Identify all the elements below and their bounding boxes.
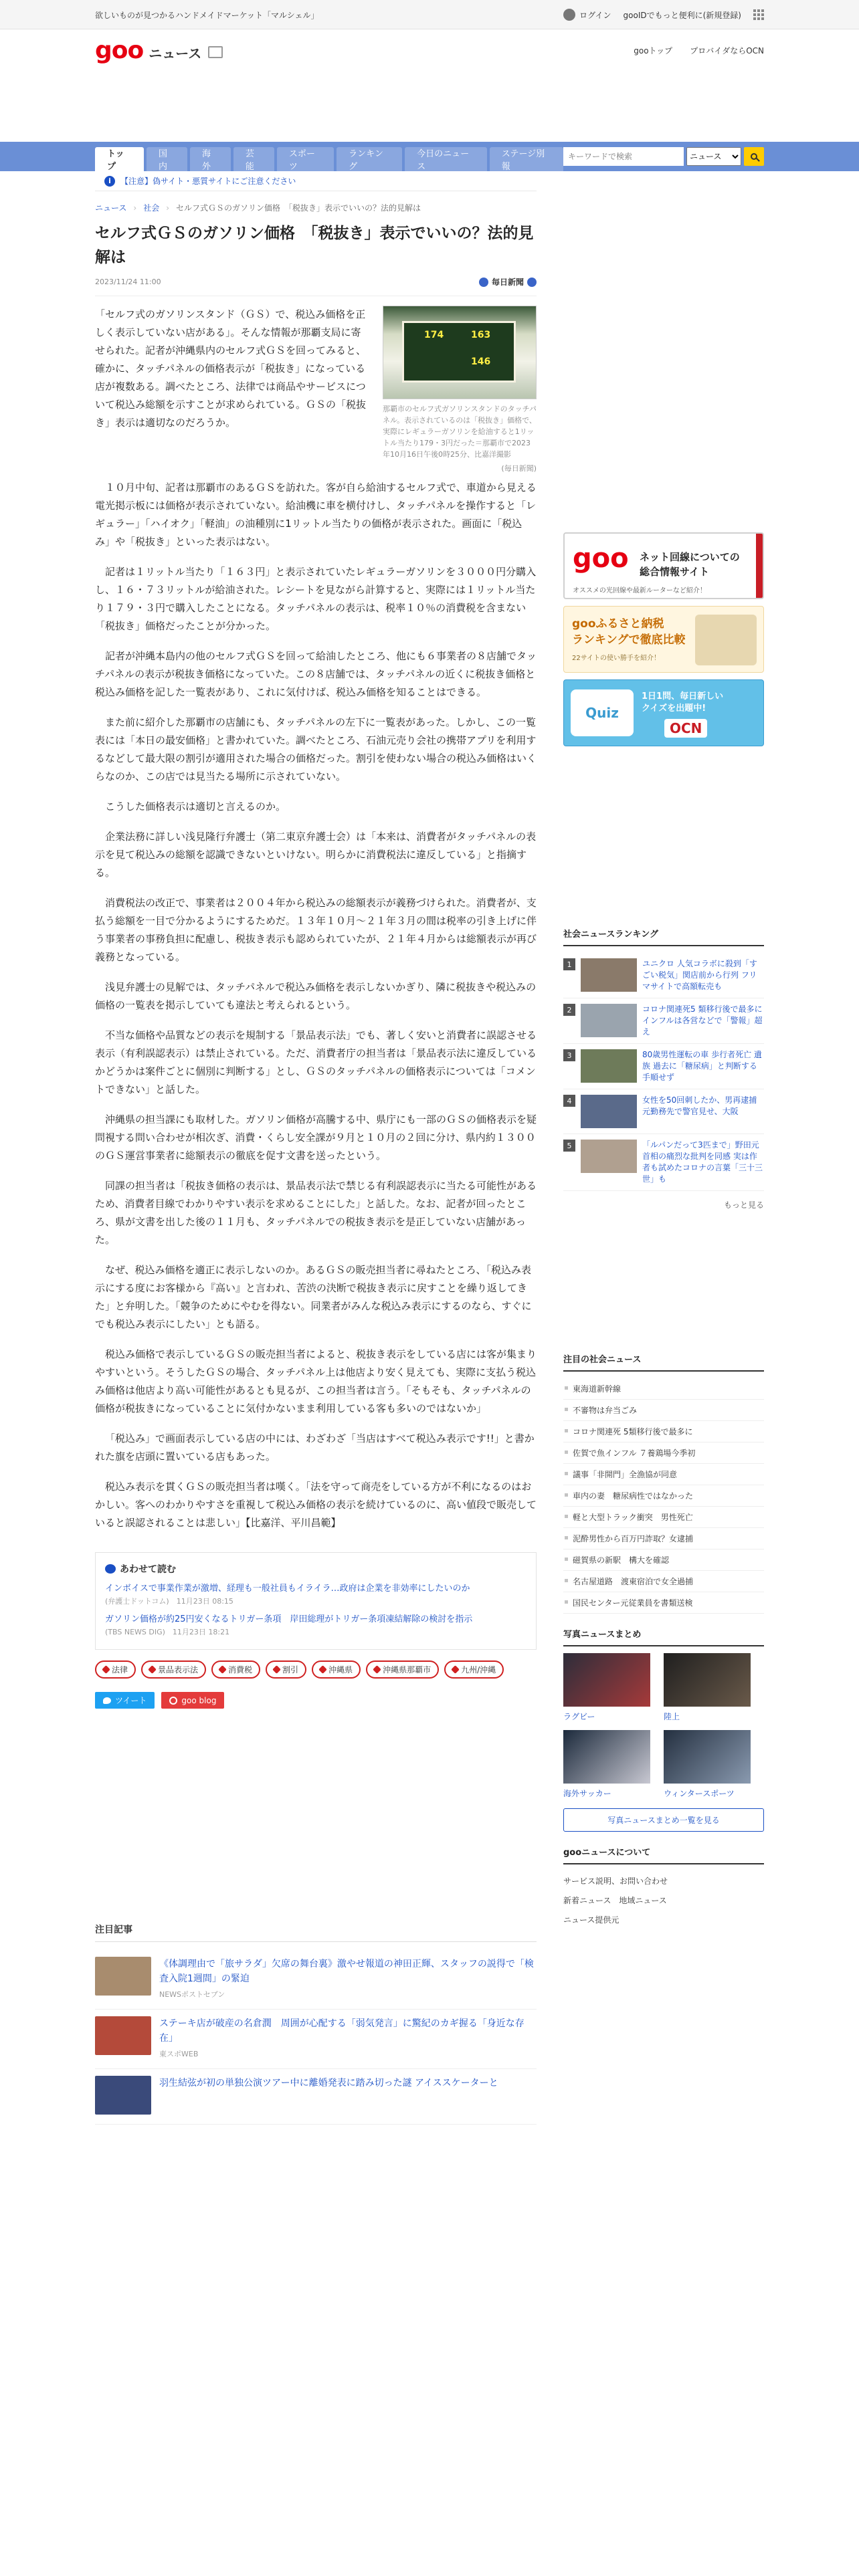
about-section xyxy=(563,1845,764,1929)
rank-number: 5 xyxy=(563,1140,575,1152)
chevron-right-icon: › xyxy=(133,203,137,213)
rank-title: 80歳男性運転の車 歩行者死亡 遺族 過去に「糖尿病」と判断する手順せず xyxy=(642,1050,762,1082)
rank-thumbnail xyxy=(581,958,637,992)
ranking-item[interactable] xyxy=(563,998,764,1044)
related-meta: (TBS NEWS DIG) 11月23日 18:21 xyxy=(105,1628,230,1636)
tweet-button[interactable]: ツイート xyxy=(95,1692,155,1709)
newspaper-icon xyxy=(208,46,223,58)
ad-ocn-title: ネット回線についての 総合情報サイト xyxy=(640,551,740,578)
photo-price-1: 174 xyxy=(424,330,444,340)
search-input[interactable] xyxy=(563,147,684,166)
login-label: ログイン xyxy=(579,10,611,20)
tab-entertainment[interactable]: 芸能 xyxy=(233,147,274,171)
rank-thumbnail xyxy=(581,1049,637,1083)
related-heading: あわせて読む xyxy=(105,1562,527,1576)
tag-icon xyxy=(451,1665,460,1674)
photo-caption: 那覇市のセルフ式ガソリンスタンドのタッチパネル。表示されているのは「税抜き」価格で、実際にレギュラーガソリンを給油すると1リットル当たり179・3円だった＝那覇市で2023年10月16日午後0時25分、比嘉洋撮影 xyxy=(383,405,537,459)
tag-discount[interactable]: 割引 xyxy=(266,1660,306,1679)
ranking-more-link[interactable]: もっと見る xyxy=(723,1200,764,1210)
tab-today[interactable]: 今日のニュース xyxy=(405,147,487,171)
goo-blog-button[interactable]: goo blog xyxy=(161,1692,224,1709)
featured-source: NEWSポストセブン xyxy=(159,1990,225,1999)
breadcrumb-news[interactable]: ニュース xyxy=(95,203,127,213)
featured-thumbnail xyxy=(95,1957,151,1996)
featured-heading: 注目記事 xyxy=(95,1923,537,1942)
topic-item[interactable]: 東海道新幹線 xyxy=(563,1378,764,1400)
masthead-links xyxy=(634,45,764,56)
about-link[interactable]: 新着ニュース 地域ニュース xyxy=(563,1896,667,1905)
lead-paragraph: 「セルフ式のガソリンスタンド（ＧＳ）で、税込み価格を正しく表示していない店がある」。そんな情報が那覇支局に寄せられた。記者が沖縄県内のセルフ式ＧＳを回ってみると、確かに、タッチパネルの価格表示が「税抜き」になっている店が複数ある。調べたところ、法律では商品やサービスについて税込み総額を示すことが求められている。ＧＳの「税抜き」表示は適切なのだろうか。 xyxy=(95,308,367,429)
about-link[interactable]: ニュース提供元 xyxy=(563,1915,619,1925)
rank-number: 4 xyxy=(563,1095,575,1107)
masthead xyxy=(95,29,764,71)
related-link[interactable]: ガソリン価格が約25円安くなるトリガー条項 岸田総理がトリガー条項凍結解除の検討を指示 xyxy=(105,1614,473,1624)
article-paragraph: 不当な価格や品質などの表示を規制する「景品表示法」でも、著しく安いと消費者に誤認させる表示（有利誤認表示）は禁止されている。ただ、消費者庁の担当者は「景品表示法に違反しているかどうかは案件ごとに個別に判断する」とし、ＧＳのタッチパネルの価格表示については「コメントできない」と話した。 xyxy=(95,1029,537,1095)
speech-bubble-icon xyxy=(105,1564,116,1574)
share-buttons xyxy=(95,1692,537,1709)
about-heading: gooニュースについて xyxy=(563,1845,764,1864)
ranking-item[interactable] xyxy=(563,1089,764,1134)
ranking-item[interactable] xyxy=(563,1044,764,1089)
rank-title: 「ルパンだって3匹まで」野田元首相の痛烈な批判を同感 実は作者も試めたコロナの言葉「三十三世」も xyxy=(642,1140,763,1184)
logo-goo: goo xyxy=(95,36,144,64)
featured-title: ステーキ店が破産の名倉潤 周囲が心配する「弱気発言」に驚紀のカギ握る「身近な存在」 xyxy=(159,2018,524,2044)
article-paragraph: 記者は１リットル当たり「１６３円」と表示されていたレギュラーガソリンを３０００円分購入し、１６・７３リットルが給油された。レシートを見ながら計算すると、実際には１リットル当たり１７９・３円で購入したことになる。タッチパネルの表示は、税率１０％の消費税を含まない「税抜き」価格だったことが分かった。 xyxy=(95,566,537,632)
topic-item[interactable]: コロナ関連死 5類移行後で最多に xyxy=(563,1421,764,1442)
source-name: 毎日新聞 xyxy=(491,278,524,287)
ranking-heading: 社会ニュースランキング xyxy=(563,927,764,946)
topic-tags xyxy=(95,1660,537,1679)
tag-premiums-act[interactable]: 景品表示法 xyxy=(141,1660,206,1679)
tag-icon xyxy=(218,1665,227,1674)
topic-item[interactable]: 軽と大型トラック衝突 男性死亡 xyxy=(563,1507,764,1528)
photo-grid xyxy=(563,1653,764,1799)
apps-grid-icon[interactable] xyxy=(753,9,764,20)
main-column xyxy=(95,171,537,2125)
price-panel xyxy=(402,321,516,383)
chevron-right-icon: › xyxy=(166,203,170,213)
featured-item[interactable] xyxy=(95,1950,537,2010)
ad-ocn-banner[interactable] xyxy=(563,532,764,599)
article-paragraph: 同課の担当者は「税抜き価格の表示は、景品表示法で禁じる有利誤認表示に当たる可能性があるため、消費者目線でわかりやすい表示を求めることにした」と話した。なお、記者が回ったところ、県が文書を出した後の１１月も、タッチパネルでの税抜き表示を是正していない店舗があった。 xyxy=(95,1180,537,1246)
photo-item-winter[interactable]: ウィンタースポーツ xyxy=(664,1730,751,1799)
article-meta xyxy=(95,276,537,296)
search-scope-select[interactable] xyxy=(686,147,741,166)
tab-world[interactable]: 海外 xyxy=(190,147,231,171)
article-paragraph: 「税込み」で画面表示している店の中には、わざわざ「当店はすべて税込み表示です!!」と書かれた旗を店頭に置いている店もあった。 xyxy=(95,1432,535,1463)
mainichi-logo-icon xyxy=(479,278,488,287)
topic-item[interactable]: 議事「非開門」全漁協が同意 xyxy=(563,1464,764,1485)
ad-ocn-logo: goo xyxy=(573,543,629,574)
category-nav xyxy=(0,142,859,171)
article-paragraph: 税込み表示を貫くＧＳの販売担当者は嘆く。「法を守って商売をしている方が不利になるのはおかしい。客へのわかりやすさを重視して税込み価格の表示を続けているのに、高い値段で販売していると誤認されることは悲しい」【比嘉洋、平川昌範】 xyxy=(95,1481,537,1529)
gooid-register-link[interactable]: gooIDでもっと便利に(新規登録) xyxy=(623,10,741,20)
featured-item[interactable] xyxy=(95,2010,537,2069)
topics-heading: 注目の社会ニュース xyxy=(563,1352,764,1372)
ad-furusato-banner[interactable] xyxy=(563,606,764,673)
ad-furusato-title: gooふるさと納税 ランキングで徹底比較 xyxy=(572,617,686,647)
breadcrumb-society[interactable]: 社会 xyxy=(143,203,160,213)
goo-blog-icon xyxy=(169,1697,177,1705)
tag-okinawa[interactable]: 沖縄県 xyxy=(312,1660,361,1679)
topic-item[interactable]: 不審物は弁当ごみ xyxy=(563,1400,764,1421)
ad-quiz-brand: OCN xyxy=(664,719,707,738)
logo-news: ニュース xyxy=(149,45,202,62)
ranking-item[interactable] xyxy=(563,1134,764,1191)
photo-item-rugby[interactable]: ラグビー xyxy=(563,1653,650,1722)
goo-top-link[interactable]: gooトップ xyxy=(634,45,673,56)
chevron-right-icon xyxy=(756,534,763,599)
article-headline: セルフ式ＧＳのガソリン価格 「税抜き」表示でいいの？法的見解は xyxy=(95,225,534,266)
topic-item[interactable]: 車内の妻 糖尿病性ではなかった xyxy=(563,1485,764,1507)
photo-thumbnail xyxy=(664,1730,751,1784)
article-paragraph: 浅見弁護士の見解では、タッチパネルで税込み価格を表示しないかぎり、隣に税抜きや税込みの価格の一覧表を掲示していても違法と考えられるという。 xyxy=(95,981,537,1011)
featured-title: 羽生結弦が初の単独公演ツアー中に離婚発表に踏み切った謎 アイススケーターと xyxy=(159,2078,498,2088)
ad-ocn-sub: オススメの光回線や最新ルーターなど紹介！ xyxy=(573,587,706,595)
article-date: 2023/11/24 11:00 xyxy=(95,278,161,286)
photo-news-heading: 写真ニュースまとめ xyxy=(563,1627,764,1646)
rank-thumbnail xyxy=(581,1095,637,1128)
rank-number: 3 xyxy=(563,1049,575,1061)
topic-item[interactable]: 名古屋道路 渡東宿泊で女全過捕 xyxy=(563,1571,764,1592)
ad-furusato-sub: 22サイトの使い勝手を紹介！ xyxy=(572,655,661,662)
topic-item[interactable]: 佐賀で魚インフル ７養鶏場今季初 xyxy=(563,1442,764,1464)
rank-thumbnail xyxy=(581,1140,637,1173)
ranking-section xyxy=(563,927,764,1218)
related-articles xyxy=(95,1552,537,1650)
photo-credit: (毎日新聞) xyxy=(501,464,537,473)
article-paragraph: 税込み価格で表示しているＧＳの販売担当者によると、税抜き表示をしている店には客が集まりやすいという。そうしたＧＳの場合、タッチパネル上は他店より安く見えても、実際に支払う税込み価格は他店より高い可能性があるとも見るが、この担当者は言う。「そもそも、タッチパネルの価格が税抜きになっていることに気付かないまま利用している客も多いのではないか」 xyxy=(95,1348,537,1414)
ad-space xyxy=(0,71,859,142)
featured-thumbnail xyxy=(95,2016,151,2055)
search-area xyxy=(563,142,764,171)
top-utility-bar xyxy=(0,0,859,29)
ocn-link[interactable]: プロバイダならOCN xyxy=(690,45,764,56)
featured-thumbnail xyxy=(95,2076,151,2115)
tag-naha[interactable]: 沖縄県那覇市 xyxy=(366,1660,439,1679)
ad-quiz-title: 1日1問、毎日新しい クイズを出題中! xyxy=(642,691,724,714)
tag-icon xyxy=(373,1665,381,1674)
tab-domestic[interactable]: 国内 xyxy=(147,147,187,171)
about-link[interactable]: サービス説明、お問い合わせ xyxy=(563,1876,668,1886)
page-body xyxy=(95,171,764,2125)
related-item xyxy=(105,1613,527,1637)
search-icon xyxy=(751,153,757,160)
info-icon: i xyxy=(104,176,115,187)
topics-list xyxy=(563,1378,764,1614)
topic-item[interactable]: 国民センター元従業員を書類送検 xyxy=(563,1592,764,1614)
rank-title: ユニクロ 人気コラボに殺到「すごい税気」関店前から行列 フリマサイトで高額転売も xyxy=(642,959,757,991)
rank-number: 2 xyxy=(563,1004,575,1016)
rank-number: 1 xyxy=(563,958,575,970)
breadcrumb xyxy=(95,191,537,221)
featured-source: 東スポWEB xyxy=(159,2050,199,2058)
follow-icon xyxy=(527,278,537,287)
rank-thumbnail xyxy=(581,1004,637,1037)
twitter-icon xyxy=(103,1697,111,1704)
related-link[interactable]: インボイスで事業作業が激増、経理も一般社員もイライラ…政府は企業を非効率にしたいのか xyxy=(105,1584,470,1594)
about-list xyxy=(563,1871,764,1929)
promo-link[interactable]: 欲しいものが見つかるハンドメイドマーケット「マルシェル」 xyxy=(95,10,319,20)
article-paragraph: 企業法務に詳しい浅見隆行弁護士（第二東京弁護士会）は「本来は、消費者がタッチパネルの表示を見て税込みの総額を認識できないといけない。明らかに消費税法に違反している」と指摘する。 xyxy=(95,831,537,879)
article-body xyxy=(95,479,537,1532)
photo-thumbnail xyxy=(664,1653,751,1707)
photo-item-soccer[interactable]: 海外サッカー xyxy=(563,1730,650,1799)
security-notice[interactable] xyxy=(95,171,537,191)
article-paragraph: また前に紹介した那覇市の店舗にも、タッチパネルの左下に一覧表があった。しかし、この一覧表には「本日の最安価格」と書かれていた。調べたところ、石油元売り会社の携帯アプリを利用するなどして最大限の割引が適用された場合の価格だった。割引を使わない場合の税込み価格はいくらなのか、この店では見当たる場所に示されていない。 xyxy=(95,716,537,782)
article-paragraph: こうした価格表示は適切と言えるのか。 xyxy=(105,800,286,813)
article-paragraph: 沖縄県の担当課にも取材した。ガソリン価格が高騰する中、県庁にも一部のＧＳの価格表示を疑問視する問い合わせが相次ぎ、消費・くらし安全課が９月と１０月の２回に分け、県内約１３００のＧＳ運営事業者に総額表示の徹底を促す文書を送ったという。 xyxy=(95,1113,537,1162)
photo-price-2: 163 xyxy=(471,330,491,340)
article-paragraph: 消費税法の改正で、事業者は２００４年から税込みの総額表示が義務づけられた。消費者が、支払う総額を一目で分かるようにするためだ。１３年１０月～２１年３月の間は税率の引き上げに伴う事業者の事務負担に配慮し、税抜き表示も認められていたが、２１年４月からは総額表示が再び義務となっている。 xyxy=(95,897,537,963)
tag-kyushu-okinawa[interactable]: 九州/沖縄 xyxy=(444,1660,504,1679)
tab-top[interactable]: トップ xyxy=(95,147,144,171)
article-paragraph: なぜ、税込み価格を適正に表示しないのか。あるＧＳの販売担当者に尋ねたところ、「税込み表示にする度にお客様から『高い』と言われ、苦渋の決断で税抜き表示に戻すことを繰り返してきた」と弁明した。「競争のためにやむを得ない。同業者がみんな税込み表示にするのなら、すぐにでも税込み表示にしたい」とも語る。 xyxy=(95,1264,532,1330)
breadcrumb-current: セルフ式ＧＳのガソリン価格 「税抜き」表示でいいの？法的見解は xyxy=(176,203,421,213)
featured-item[interactable] xyxy=(95,2069,537,2125)
tag-icon xyxy=(102,1665,110,1674)
topic-item[interactable]: 泥酔男性から百万円詐取？女逮捕 xyxy=(563,1528,764,1549)
sidebar xyxy=(563,171,764,2125)
tag-icon xyxy=(318,1665,327,1674)
tab-ranking[interactable]: ランキング xyxy=(337,147,402,171)
tab-sports[interactable]: スポーツ xyxy=(277,147,334,171)
rank-title: 女性を50回刺したか、男再逮捕 元勤務先で警官見せ、大阪 xyxy=(642,1095,765,1116)
article-figure xyxy=(383,306,537,473)
login-link[interactable] xyxy=(563,9,611,21)
goo-news-logo[interactable] xyxy=(95,37,223,64)
topic-item[interactable]: 磁賀県の新駅 構大を確認 xyxy=(563,1549,764,1571)
photo-thumbnail xyxy=(563,1653,650,1707)
photo-item-athletics[interactable]: 陸上 xyxy=(664,1653,751,1722)
tag-icon xyxy=(148,1665,157,1674)
photo-price-3: 146 xyxy=(471,356,491,367)
ad-furusato-image xyxy=(695,615,757,665)
article-paragraph: 記者が沖縄本島内の他のセルフ式ＧＳを回って給油したところ、他にも６事業者の８店舗でタッチパネルの表示が税抜き価格になっていた。この８店舗では、タッチパネルの近くに税抜き価格と税込み価格を記した一覧表があり、これに気付けば、税込み価格を知ることはできる。 xyxy=(95,650,537,698)
tag-icon xyxy=(272,1665,281,1674)
article-lead xyxy=(95,306,537,473)
ad-quiz-logo: Quiz xyxy=(571,689,634,736)
photo-news-more-button[interactable]: 写真ニュースまとめ一覧を見る xyxy=(563,1808,764,1832)
tag-consumption-tax[interactable]: 消費税 xyxy=(211,1660,260,1679)
tag-law[interactable]: 法律 xyxy=(95,1660,136,1679)
ranking-item[interactable] xyxy=(563,953,764,998)
related-item xyxy=(105,1582,527,1606)
photo-thumbnail xyxy=(563,1730,650,1784)
topics-section xyxy=(563,1352,764,1614)
ad-quiz-banner[interactable] xyxy=(563,679,764,746)
featured-articles xyxy=(95,1923,537,2125)
article-photo[interactable] xyxy=(383,306,537,399)
featured-title: 《体調理由で「旅サラダ」欠席の舞台裏》激やせ報道の神田正輝、スタッフの説得で「検査入院1週間」の緊迫 xyxy=(159,1959,534,1984)
photo-news-section xyxy=(563,1627,764,1832)
notice-text: 【注意】偽サイト・悪質サイトにご注意ください xyxy=(120,177,296,186)
related-meta: (弁護士ドットコム) 11月23日 08:15 xyxy=(105,1597,233,1606)
category-tabs xyxy=(95,142,563,171)
article-paragraph: １０月中旬、記者は那覇市のあるＧＳを訪れた。客が自ら給油するセルフ式で、車道から見える電光掲示板には価格が表示されていない。給油機に車を横付けし、タッチパネルを操作すると「レギュラー」「ハイオク」「軽油」の油種別に1リットル当たりの価格が表示された。画面に「税込み」や「税抜き」といった表示はない。 xyxy=(95,481,537,548)
search-button[interactable] xyxy=(744,147,764,166)
source-badge[interactable] xyxy=(479,276,537,288)
rank-title: コロナ関連死5 類移行後で最多に インフルは各営などで「警報」超え xyxy=(642,1004,763,1037)
user-icon xyxy=(563,9,575,21)
tab-stage[interactable]: ステージ別報 xyxy=(490,147,563,171)
